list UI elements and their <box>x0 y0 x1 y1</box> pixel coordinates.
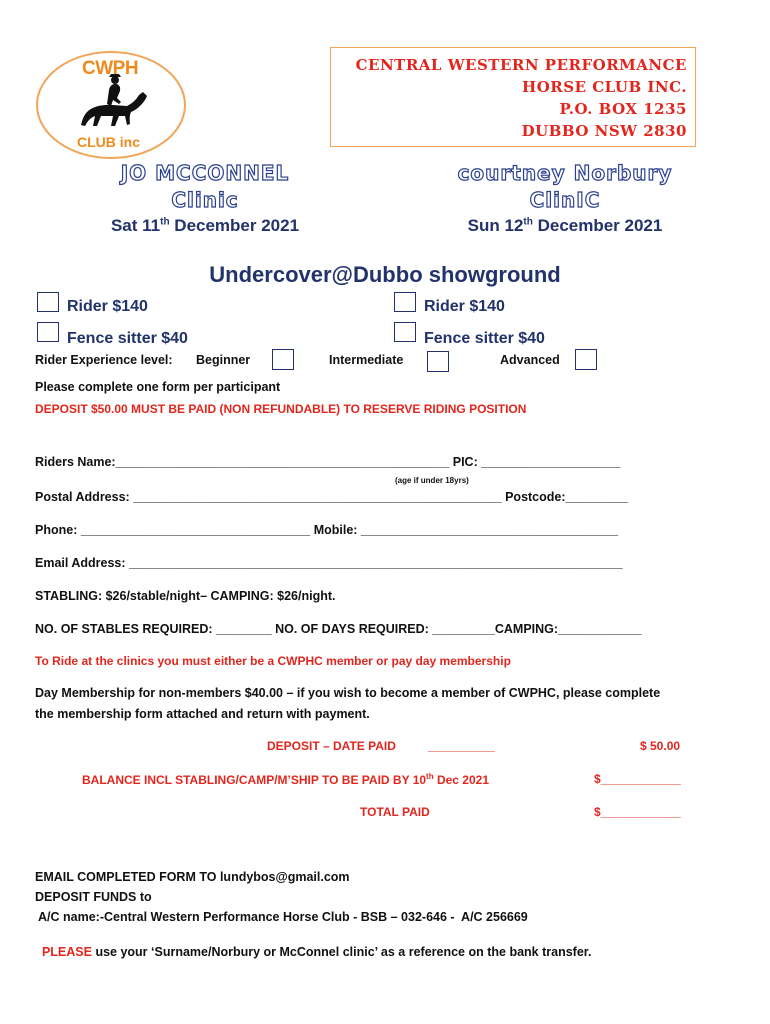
total-paid-field[interactable]: $____________ <box>594 805 681 819</box>
clinic-2-fence-checkbox[interactable] <box>394 322 416 342</box>
address-line-3: P.O. BOX 1235 <box>559 100 687 118</box>
balance-label-date: Dec 2021 <box>433 773 489 787</box>
clinic-1-date-sup: th <box>160 216 170 228</box>
email-form-instruction: EMAIL COMPLETED FORM TO lundybos@gmail.com <box>35 870 350 884</box>
logo-top-text: CWPH <box>82 58 139 79</box>
phone-mobile-field[interactable]: Phone: _________________________________ Mobile: _____________________________________ <box>35 523 619 537</box>
reference-instruction <box>35 931 591 959</box>
clinic-2-title-line-2: ClinIC <box>529 188 601 212</box>
clinic-1-rider-label: Rider $140 <box>67 298 148 315</box>
day-membership-line-1: Day Membership for non-members $40.00 – if you wish to become a member of CWPHC, please complete <box>35 686 661 700</box>
clinic-2-title-line-1: courtney Norbury <box>457 161 673 185</box>
clinic-1-fence-label: Fence sitter $40 <box>67 330 188 347</box>
total-paid-label: TOTAL PAID <box>360 805 430 819</box>
stabling-info: STABLING: $26/stable/night– CAMPING: $26/night. <box>35 589 336 603</box>
deposit-amount: $ 50.00 <box>640 739 681 753</box>
postal-address-field[interactable]: Postal Address: _____________________________________________________ Postcode:_________ <box>35 490 629 504</box>
advanced-label: Advanced <box>500 353 560 367</box>
venue-heading: Undercover@Dubbo showground <box>209 262 561 287</box>
clinic-1-date-rest: December 2021 <box>169 216 300 235</box>
bank-account-details: A/C name:-Central Western Performance Horse Club - BSB – 032-646 - A/C 256669 <box>35 910 528 924</box>
clinic-2-date-sup: th <box>523 216 533 228</box>
beginner-label: Beginner <box>196 353 251 367</box>
clinic-2-rider-checkbox[interactable] <box>394 292 416 312</box>
address-line-2: HORSE CLUB INC. <box>522 78 687 96</box>
clinic-2-date <box>415 216 715 236</box>
clinic-2-title <box>415 160 715 214</box>
logo-bottom-text: CLUB inc <box>77 134 140 150</box>
email-address-field[interactable]: Email Address: _______________________________________________________________________ <box>35 556 623 570</box>
day-membership-line-2: the membership form attached and return with payment. <box>35 707 370 721</box>
membership-requirement: To Ride at the clinics you must either be a CWPHC member or pay day membership <box>35 654 511 668</box>
club-logo <box>35 50 187 160</box>
deposit-date-label: DEPOSIT – DATE PAID <box>267 739 396 753</box>
clinic-1-rider-checkbox[interactable] <box>37 292 59 312</box>
deposit-funds-label: DEPOSIT FUNDS to <box>35 890 152 904</box>
intermediate-label: Intermediate <box>329 353 404 367</box>
club-address-box <box>330 47 696 147</box>
clinic-1-title <box>70 160 340 214</box>
deposit-warning: DEPOSIT $50.00 MUST BE PAID (NON REFUNDABLE) TO RESERVE RIDING POSITION <box>35 402 527 416</box>
beginner-checkbox[interactable] <box>272 349 294 370</box>
balance-amount-field[interactable]: $____________ <box>594 772 681 786</box>
reference-text: use your ‘Surname/Norbury or McConnel clinic’ as a reference on the bank transfer. <box>91 945 592 959</box>
age-note: (age if under 18yrs) <box>395 476 469 485</box>
clinic-1-title-line-1: JO MCCONNEL <box>120 161 290 185</box>
address-line-1: CENTRAL WESTERN PERFORMANCE <box>355 56 687 74</box>
clinic-1-title-line-2: Clinic <box>171 188 239 212</box>
clinic-2-date-rest: December 2021 <box>532 216 663 235</box>
advanced-checkbox[interactable] <box>575 349 597 370</box>
please-emphasis: PLEASE <box>41 945 92 959</box>
experience-label: Rider Experience level: <box>35 353 173 367</box>
clinic-1-fence-checkbox[interactable] <box>37 322 59 342</box>
one-form-note: Please complete one form per participant <box>35 380 281 394</box>
balance-label-sup: th <box>426 772 434 781</box>
deposit-date-blank[interactable]: __________ <box>428 739 495 753</box>
balance-label <box>82 772 489 787</box>
clinic-2-rider-label: Rider $140 <box>424 298 505 315</box>
clinic-1-date <box>70 216 340 236</box>
stables-required-field[interactable]: NO. OF STABLES REQUIRED: ________ NO. OF DAYS REQUIRED: _________CAMPING:____________ <box>35 622 642 636</box>
clinic-2-date-day: Sun 12 <box>467 216 524 235</box>
address-line-4: DUBBO NSW 2830 <box>521 122 687 140</box>
balance-label-text: BALANCE INCL STABLING/CAMP/M’SHIP TO BE PAID BY 10 <box>82 773 427 787</box>
riders-name-field[interactable]: Riders Name:________________________________________________ PIC: ____________________ <box>35 455 621 469</box>
intermediate-checkbox[interactable] <box>427 351 449 372</box>
clinic-1-date-day: Sat 11 <box>110 216 161 235</box>
clinic-2-fence-label: Fence sitter $40 <box>424 330 545 347</box>
